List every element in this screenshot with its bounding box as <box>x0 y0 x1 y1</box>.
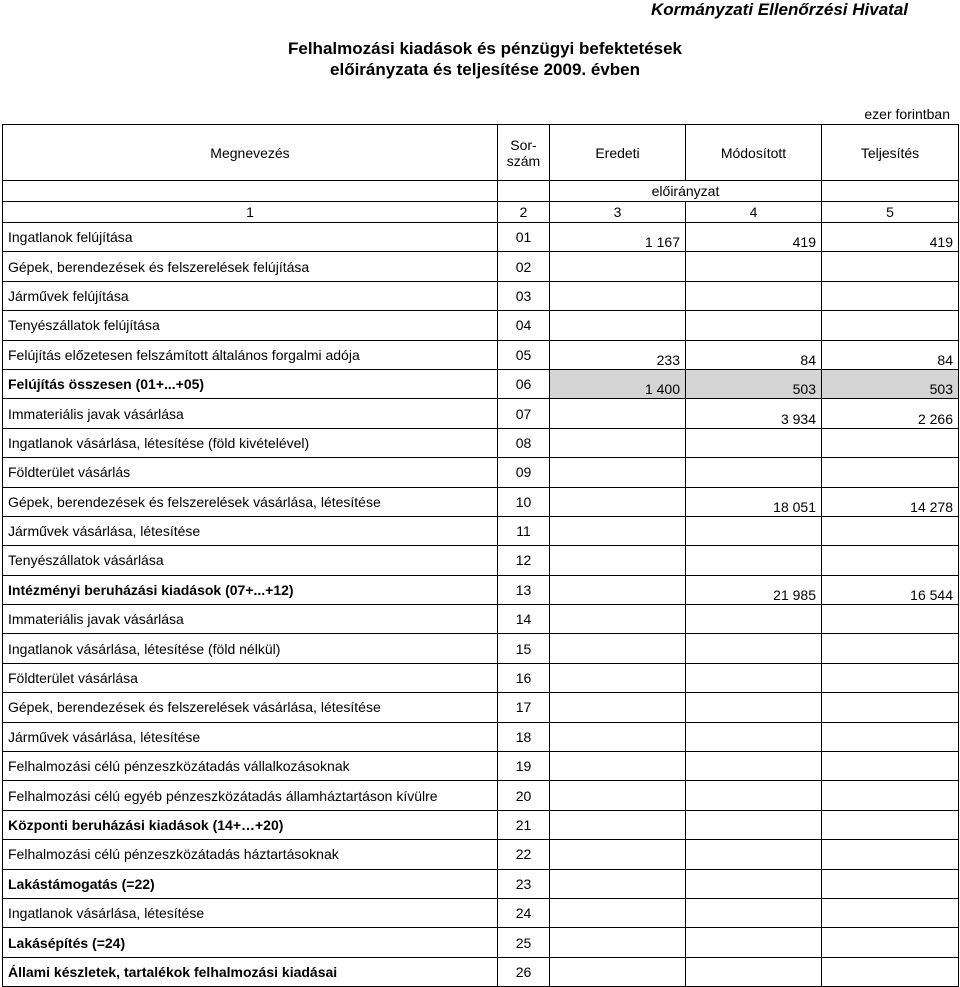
table-row <box>3 487 959 516</box>
row-eredeti-cell <box>550 634 686 663</box>
row-sorszam-cell: 09 <box>498 458 550 487</box>
row-sorszam-cell: 18 <box>498 722 550 751</box>
row-name-cell: Járművek felújítása <box>3 281 498 310</box>
row-eredeti-cell <box>550 487 686 516</box>
row-teljesites-cell <box>822 663 959 692</box>
row-name-cell: Ingatlanok vásárlása, létesítése (föld nélkül) <box>3 634 498 663</box>
row-name-cell: Felújítás összesen (01+...+05) <box>3 369 498 398</box>
row-eredeti-cell <box>550 928 686 957</box>
row-teljesites-cell: 503 <box>822 369 959 398</box>
row-teljesites-cell <box>822 869 959 898</box>
row-modositott-cell <box>686 840 822 869</box>
row-modositott-cell <box>686 605 822 634</box>
row-teljesites-cell <box>822 428 959 457</box>
row-eredeti-cell: 1 167 <box>550 223 686 252</box>
row-sorszam-cell: 06 <box>498 369 550 398</box>
row-eredeti-cell: 1 400 <box>550 369 686 398</box>
row-sorszam-cell: 20 <box>498 781 550 810</box>
table-row <box>3 693 959 722</box>
row-sorszam-cell: 10 <box>498 487 550 516</box>
row-eredeti-cell <box>550 693 686 722</box>
row-name-cell: Immateriális javak vásárlása <box>3 605 498 634</box>
table-row <box>3 752 959 781</box>
row-sorszam-cell: 03 <box>498 281 550 310</box>
row-teljesites-cell <box>822 311 959 340</box>
row-modositott-cell <box>686 458 822 487</box>
row-modositott-cell: 21 985 <box>686 575 822 604</box>
row-name-cell: Állami készletek, tartalékok felhalmozási kiadásai <box>3 957 498 986</box>
row-name-cell: Központi beruházási kiadások (14+…+20) <box>3 810 498 839</box>
table-row <box>3 898 959 927</box>
row-teljesites-cell <box>822 781 959 810</box>
col-header-sorszam-line1: Sor- <box>510 136 537 153</box>
header-subrow-blank-name <box>3 181 498 202</box>
row-teljesites-cell <box>822 458 959 487</box>
row-eredeti-cell <box>550 546 686 575</box>
row-sorszam-cell: 14 <box>498 605 550 634</box>
row-name-cell: Ingatlanok felújítása <box>3 223 498 252</box>
table-row <box>3 428 959 457</box>
row-name-cell: Gépek, berendezések és felszerelések felújítása <box>3 252 498 281</box>
col-header-name: Megnevezés <box>3 125 498 181</box>
col-number-5: 5 <box>822 202 959 223</box>
row-name-cell: Tenyészállatok vásárlása <box>3 546 498 575</box>
row-modositott-cell <box>686 957 822 986</box>
table-row <box>3 458 959 487</box>
report-title <box>260 38 710 80</box>
row-name-cell: Tenyészállatok felújítása <box>3 311 498 340</box>
col-number-1: 1 <box>3 202 498 223</box>
header-subrow <box>3 181 959 202</box>
table-row <box>3 810 959 839</box>
row-sorszam-cell: 01 <box>498 223 550 252</box>
row-sorszam-cell: 26 <box>498 957 550 986</box>
table-row <box>3 957 959 986</box>
table-row <box>3 722 959 751</box>
row-eredeti-cell <box>550 252 686 281</box>
row-modositott-cell <box>686 781 822 810</box>
table-row <box>3 928 959 957</box>
table-row <box>3 869 959 898</box>
row-name-cell: Járművek vásárlása, létesítése <box>3 722 498 751</box>
row-name-cell: Ingatlanok vásárlása, létesítése (föld kivételével) <box>3 428 498 457</box>
row-name-cell: Felhalmozási célú pénzeszközátadás háztartásoknak <box>3 840 498 869</box>
row-eredeti-cell <box>550 516 686 545</box>
row-modositott-cell <box>686 546 822 575</box>
row-teljesites-cell <box>822 605 959 634</box>
row-modositott-cell <box>686 516 822 545</box>
row-eredeti-cell <box>550 840 686 869</box>
row-sorszam-cell: 22 <box>498 840 550 869</box>
row-eredeti-cell <box>550 781 686 810</box>
row-sorszam-cell: 11 <box>498 516 550 545</box>
row-name-cell: Felhalmozási célú pénzeszközátadás vállalkozásoknak <box>3 752 498 781</box>
row-modositott-cell: 503 <box>686 369 822 398</box>
table-row <box>3 840 959 869</box>
row-modositott-cell <box>686 428 822 457</box>
report-title-line2: előirányzata és teljesítése 2009. évben <box>330 60 640 79</box>
row-eredeti-cell <box>550 399 686 428</box>
row-name-cell: Földterület vásárlás <box>3 458 498 487</box>
row-sorszam-cell: 24 <box>498 898 550 927</box>
table-row <box>3 575 959 604</box>
row-modositott-cell <box>686 663 822 692</box>
row-sorszam-cell: 25 <box>498 928 550 957</box>
row-eredeti-cell <box>550 752 686 781</box>
row-eredeti-cell <box>550 428 686 457</box>
table-row <box>3 311 959 340</box>
row-name-cell: Felhalmozási célú egyéb pénzeszközátadás államháztartáson kívülre <box>3 781 498 810</box>
report-title-line1: Felhalmozási kiadások és pénzügyi befektetések <box>288 39 682 58</box>
row-eredeti-cell <box>550 281 686 310</box>
row-sorszam-cell: 17 <box>498 693 550 722</box>
row-teljesites-cell <box>822 546 959 575</box>
row-modositott-cell: 419 <box>686 223 822 252</box>
row-sorszam-cell: 19 <box>498 752 550 781</box>
row-sorszam-cell: 05 <box>498 340 550 369</box>
row-name-cell: Járművek vásárlása, létesítése <box>3 516 498 545</box>
row-eredeti-cell <box>550 869 686 898</box>
col-number-3: 3 <box>550 202 686 223</box>
row-modositott-cell <box>686 693 822 722</box>
table-row <box>3 634 959 663</box>
row-teljesites-cell: 84 <box>822 340 959 369</box>
col-number-4: 4 <box>686 202 822 223</box>
table-row <box>3 252 959 281</box>
row-teljesites-cell <box>822 516 959 545</box>
table-row <box>3 516 959 545</box>
row-eredeti-cell <box>550 311 686 340</box>
table-row <box>3 546 959 575</box>
row-sorszam-cell: 23 <box>498 869 550 898</box>
row-name-cell: Felújítás előzetesen felszámított általános forgalmi adója <box>3 340 498 369</box>
row-sorszam-cell: 04 <box>498 311 550 340</box>
row-modositott-cell: 18 051 <box>686 487 822 516</box>
row-teljesites-cell <box>822 752 959 781</box>
table-row <box>3 281 959 310</box>
row-modositott-cell <box>686 311 822 340</box>
row-teljesites-cell <box>822 693 959 722</box>
row-eredeti-cell <box>550 957 686 986</box>
organization-name: Kormányzati Ellenőrzési Hivatal <box>651 0 908 19</box>
row-eredeti-cell <box>550 575 686 604</box>
row-sorszam-cell: 02 <box>498 252 550 281</box>
table-row <box>3 223 959 252</box>
row-name-cell: Gépek, berendezések és felszerelések vásárlása, létesítése <box>3 487 498 516</box>
row-name-cell: Lakásépítés (=24) <box>3 928 498 957</box>
row-sorszam-cell: 21 <box>498 810 550 839</box>
row-modositott-cell: 84 <box>686 340 822 369</box>
row-teljesites-cell <box>822 634 959 663</box>
row-name-cell: Intézményi beruházási kiadások (07+...+12) <box>3 575 498 604</box>
col-header-sorszam <box>498 125 550 181</box>
row-modositott-cell <box>686 898 822 927</box>
row-teljesites-cell <box>822 898 959 927</box>
row-eredeti-cell <box>550 898 686 927</box>
row-eredeti-cell: 233 <box>550 340 686 369</box>
col-number-2: 2 <box>498 202 550 223</box>
header-row <box>3 125 959 181</box>
row-name-cell: Földterület vásárlása <box>3 663 498 692</box>
header-subrow-blank-telj <box>822 181 959 202</box>
table-row <box>3 340 959 369</box>
row-sorszam-cell: 15 <box>498 634 550 663</box>
row-teljesites-cell: 16 544 <box>822 575 959 604</box>
col-header-eredeti: Eredeti <box>550 125 686 181</box>
col-header-modositott: Módosított <box>686 125 822 181</box>
row-modositott-cell: 3 934 <box>686 399 822 428</box>
expenditure-table <box>2 124 959 987</box>
row-teljesites-cell <box>822 957 959 986</box>
col-header-sorszam-line2: szám <box>506 152 541 169</box>
header-subrow-blank-sor <box>498 181 550 202</box>
row-modositott-cell <box>686 634 822 663</box>
row-eredeti-cell <box>550 810 686 839</box>
row-teljesites-cell: 14 278 <box>822 487 959 516</box>
row-name-cell: Ingatlanok vásárlása, létesítése <box>3 898 498 927</box>
row-sorszam-cell: 16 <box>498 663 550 692</box>
row-eredeti-cell <box>550 663 686 692</box>
column-number-row <box>3 202 959 223</box>
row-modositott-cell <box>686 869 822 898</box>
row-teljesites-cell <box>822 840 959 869</box>
row-teljesites-cell: 2 266 <box>822 399 959 428</box>
table-row <box>3 399 959 428</box>
row-modositott-cell <box>686 281 822 310</box>
row-eredeti-cell <box>550 722 686 751</box>
row-teljesites-cell <box>822 252 959 281</box>
row-eredeti-cell <box>550 458 686 487</box>
row-modositott-cell <box>686 752 822 781</box>
row-teljesites-cell <box>822 281 959 310</box>
col-header-teljesites: Teljesítés <box>822 125 959 181</box>
table-row <box>3 781 959 810</box>
table-row <box>3 369 959 398</box>
row-modositott-cell <box>686 252 822 281</box>
row-teljesites-cell <box>822 810 959 839</box>
row-sorszam-cell: 08 <box>498 428 550 457</box>
row-name-cell: Immateriális javak vásárlása <box>3 399 498 428</box>
unit-label: ezer forintban <box>864 106 950 122</box>
row-sorszam-cell: 12 <box>498 546 550 575</box>
row-sorszam-cell: 07 <box>498 399 550 428</box>
row-modositott-cell <box>686 722 822 751</box>
row-name-cell: Lakástámogatás (=22) <box>3 869 498 898</box>
row-teljesites-cell <box>822 722 959 751</box>
col-header-eloiranyzat: előirányzat <box>550 181 822 202</box>
row-eredeti-cell <box>550 605 686 634</box>
table-row <box>3 605 959 634</box>
row-sorszam-cell: 13 <box>498 575 550 604</box>
row-modositott-cell <box>686 810 822 839</box>
row-teljesites-cell: 419 <box>822 223 959 252</box>
row-name-cell: Gépek, berendezések és felszerelések vásárlása, létesítése <box>3 693 498 722</box>
table-row <box>3 663 959 692</box>
row-teljesites-cell <box>822 928 959 957</box>
row-modositott-cell <box>686 928 822 957</box>
